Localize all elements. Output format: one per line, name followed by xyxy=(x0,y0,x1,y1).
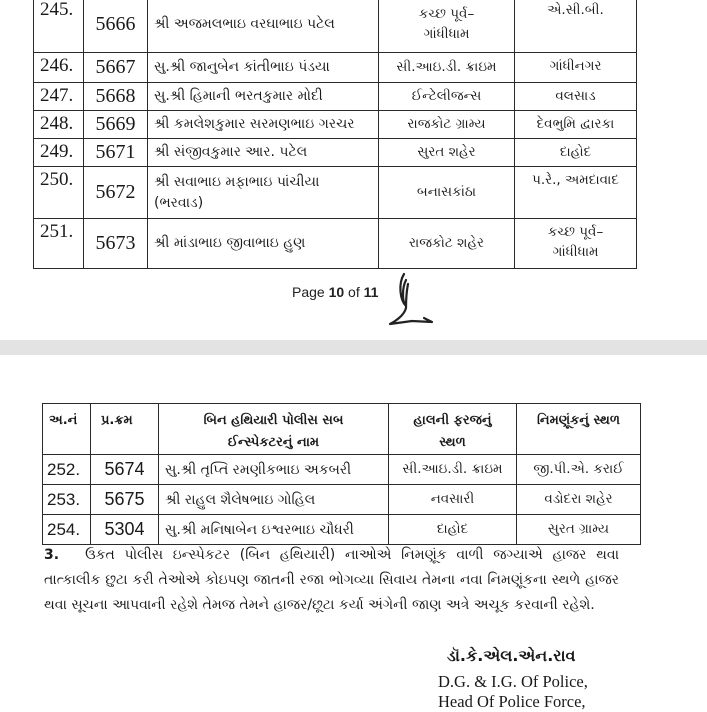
new-posting-cell: એ.સી.બી. xyxy=(515,0,637,53)
current-posting-cell: રાજકોટ શહેર xyxy=(379,219,515,269)
signatory-office: Head Of Police Force, xyxy=(438,692,586,711)
table-row xyxy=(34,83,637,111)
table-row xyxy=(34,167,637,219)
current-posting-cell: રાજકોટ ગ્રામ્ય xyxy=(379,111,515,139)
pk-cell: 5669 xyxy=(84,111,148,139)
name-cell: શ્રી રાહુલ શૈલેષભાઇ ગોહિલ xyxy=(159,485,389,515)
name-cell: શ્રી અજમલભાઇ વરઘાભાઇ પટેલ xyxy=(148,0,379,53)
current-posting-cell: સી.આઇ.ડી. ક્રાઇમ xyxy=(389,455,517,485)
table-header-row xyxy=(43,404,641,455)
name-cell: શ્રી સંજીવકુમાર આર. પટેલ xyxy=(148,139,379,167)
signatory-name: ડૉ.કે.એલ.એન.રાવ xyxy=(447,646,576,665)
current-posting-cell: દાહોદ xyxy=(389,515,517,545)
table-row xyxy=(34,111,637,139)
pk-cell: 5667 xyxy=(84,53,148,83)
signatory-designation: D.G. & I.G. Of Police, xyxy=(438,672,588,691)
header-current-posting: હાલની ફરજનું સ્થળ xyxy=(389,404,517,455)
name-cell: સુ.શ્રી મનિષાબેન ઇશ્વરભાઇ ચૌધરી xyxy=(159,515,389,545)
page-number: Page 10 of 11 xyxy=(292,284,379,300)
posting-table-continued xyxy=(33,0,637,269)
table-row xyxy=(43,515,641,545)
table-row xyxy=(34,219,637,269)
header-new-posting: નિમણૂંકનું સ્થળ xyxy=(517,404,641,455)
current-posting-cell: બનાસકાંઠા xyxy=(379,167,515,219)
serial-cell: 252. xyxy=(43,455,91,485)
name-cell: શ્રી કમલેશકુમાર સરમણભાઇ ગરચર xyxy=(148,111,379,139)
name-cell: શ્રી સવાભાઇ મફાભાઇ પાંચીયા (ભરવાડ) xyxy=(148,167,379,219)
pk-cell: 5304 xyxy=(91,515,159,545)
serial-cell: 253. xyxy=(43,485,91,515)
serial-cell: 249. xyxy=(34,139,84,167)
new-posting-cell: પ.રે., અમદાવાદ xyxy=(515,167,637,219)
pk-cell: 5675 xyxy=(91,485,159,515)
serial-cell: 245. xyxy=(34,0,84,53)
table-row xyxy=(34,53,637,83)
name-cell: સુ.શ્રી જાનુબેન કાંતીભાઇ પંડયા xyxy=(148,53,379,83)
pk-cell: 5672 xyxy=(84,167,148,219)
pk-cell: 5668 xyxy=(84,83,148,111)
new-posting-cell: વડોદરા શહેર xyxy=(517,485,641,515)
new-posting-cell: દેવભુમિ દ્વારકા xyxy=(515,111,637,139)
header-pk: પ્ર.ક્રમ xyxy=(91,404,159,455)
serial-cell: 251. xyxy=(34,219,84,269)
serial-cell: 247. xyxy=(34,83,84,111)
header-name: બિન હથિયારી પોલીસ સબ ઈન્સ્પેકટરનું નામ xyxy=(159,404,389,455)
name-cell: સુ.શ્રી હિમાની ભરતકુમાર મોદી xyxy=(148,83,379,111)
new-posting-cell: ગાંધીનગર xyxy=(515,53,637,83)
table-row xyxy=(43,455,641,485)
new-posting-cell: સુરત ગ્રામ્ય xyxy=(517,515,641,545)
current-posting-cell: કચ્છ પૂર્વ– ગાંધીધામ xyxy=(379,0,515,53)
name-cell: સુ.શ્રી તૃપ્તિ રમણીકભાઇ અકબરી xyxy=(159,455,389,485)
new-posting-cell: કચ્છ પૂર્વ– ગાંધીધામ xyxy=(515,219,637,269)
header-serial: અ.નં xyxy=(43,404,91,455)
new-posting-cell: જી.પી.એ. કરાઈ xyxy=(517,455,641,485)
table-row xyxy=(34,0,637,53)
current-posting-cell: ઈન્ટેલીજન્સ xyxy=(379,83,515,111)
pk-cell: 5674 xyxy=(91,455,159,485)
current-posting-cell: સુરત શહેર xyxy=(379,139,515,167)
pk-cell: 5666 xyxy=(84,0,148,53)
table-row xyxy=(34,139,637,167)
pk-cell: 5671 xyxy=(84,139,148,167)
pk-cell: 5673 xyxy=(84,219,148,269)
page-separator xyxy=(0,340,707,355)
instruction-paragraph: 3. ઉકત પોલીસ ઇન્સ્પેકટર (બિન હથિયારી) નાઓએ નિમણૂંક વાળી જગ્યાએ હાજર થવા તાત્કાલીક છુટા કરી તેઓએ કોઇપણ જાતની રજા ભોગવ્યા સિવાય તેમના નવા નિમણૂંકના સ્થળે હાજર થવા સૂચના આપવાની રહેશે તેમજ તેમને હાજર/છૂટા કર્યા અંગેની જાણ અત્રે અચૂક કરવાની રહેશે. xyxy=(44,547,619,613)
name-cell: શ્રી માંડાભાઇ જીવાભાઇ હુણ xyxy=(148,219,379,269)
serial-cell: 248. xyxy=(34,111,84,139)
posting-table xyxy=(42,403,641,545)
serial-cell: 250. xyxy=(34,167,84,219)
handwritten-signature-mark xyxy=(388,272,438,328)
document-page-10 xyxy=(0,0,707,340)
new-posting-cell: વલસાડ xyxy=(515,83,637,111)
new-posting-cell: દાહોદ xyxy=(515,139,637,167)
serial-cell: 254. xyxy=(43,515,91,545)
serial-cell: 246. xyxy=(34,53,84,83)
table-row xyxy=(43,485,641,515)
current-posting-cell: સી.આઇ.ડી. ક્રાઇમ xyxy=(379,53,515,83)
current-posting-cell: નવસારી xyxy=(389,485,517,515)
